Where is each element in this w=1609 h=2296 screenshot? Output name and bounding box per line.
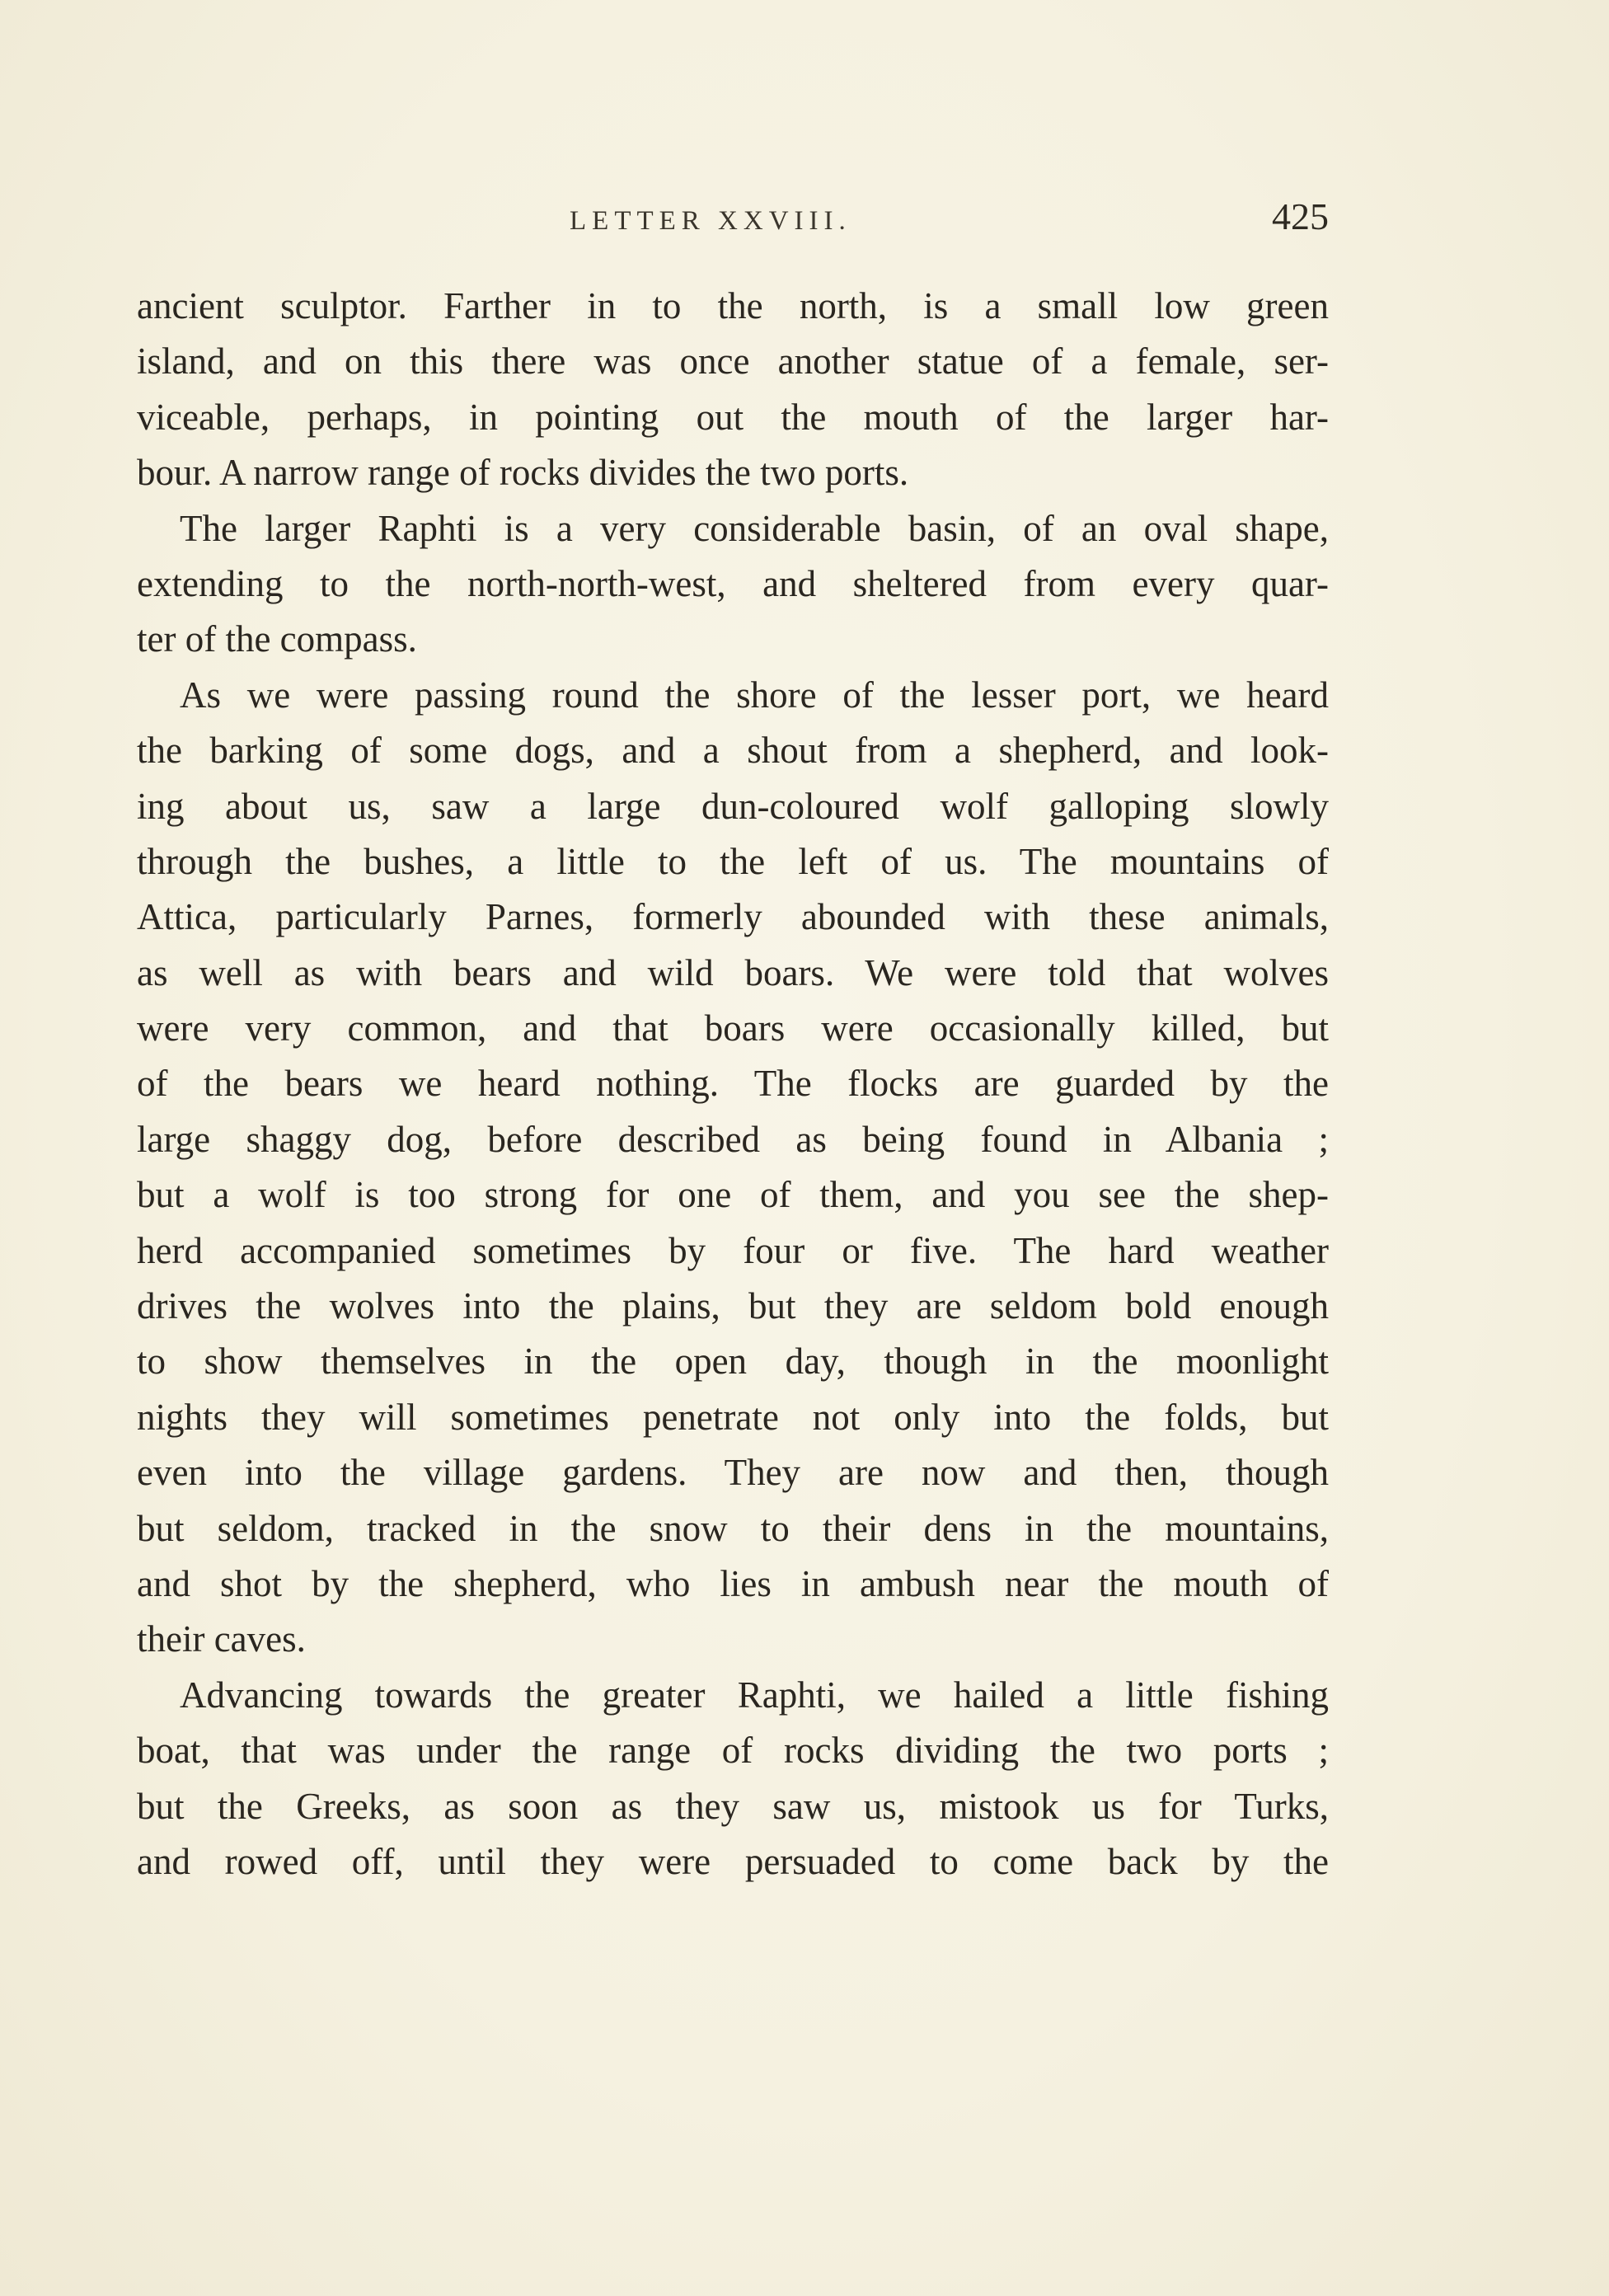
text-line: but a wolf is too strong for one of them, and you see the shep-	[137, 1174, 1329, 1216]
text-line: boat, that was under the range of rocks dividing the two ports ;	[137, 1730, 1329, 1772]
text-line: extending to the north-north-west, and sheltered from every quar-	[137, 562, 1329, 604]
text-line: nights they will sometimes penetrate not only into the folds, but	[137, 1396, 1329, 1438]
page-header	[137, 195, 1329, 252]
text-line: the barking of some dogs, and a shout from a shepherd, and look-	[137, 730, 1329, 772]
text-line: As we were passing round the shore of the lesser port, we heard	[180, 674, 1329, 716]
text-line: as well as with bears and wild boars. We were told that wolves	[137, 951, 1329, 993]
text-line: were very common, and that boars were occasionally killed, but	[137, 1007, 1329, 1049]
text-line: bour. A narrow range of rocks divides the two ports.	[137, 452, 909, 494]
text-line: ancient sculptor. Farther in to the north, is a small low green	[137, 285, 1329, 326]
text-line: ing about us, saw a large dun-coloured wolf galloping slowly	[137, 785, 1329, 827]
text-line: viceable, perhaps, in pointing out the mouth of the larger har-	[137, 396, 1329, 438]
text-line: Attica, particularly Parnes, formerly abounded with these animals,	[137, 896, 1329, 938]
text-line: even into the village gardens. They are now and then, though	[137, 1452, 1329, 1494]
text-line: their caves.	[137, 1618, 306, 1660]
text-line: of the bears we heard nothing. The flocks are guarded by the	[137, 1063, 1329, 1105]
text-line: island, and on this there was once another statue of a female, ser-	[137, 340, 1329, 383]
text-line: The larger Raphti is a very considerable basin, of an oval shape,	[180, 507, 1329, 549]
page-number: 425	[1272, 195, 1329, 237]
text-line: but the Greeks, as soon as they saw us, mistook us for Turks,	[137, 1785, 1329, 1827]
text-line: herd accompanied sometimes by four or five. The hard weather	[137, 1229, 1329, 1271]
text-line: ter of the compass.	[137, 618, 417, 660]
text-line: and shot by the shepherd, who lies in ambush near the mouth of	[137, 1562, 1329, 1604]
text-line: through the bushes, a little to the left of us. The mountains of	[137, 840, 1329, 882]
text-line: Advancing towards the greater Raphti, we hailed a little fishing	[180, 1674, 1329, 1716]
body-text	[137, 279, 1329, 1890]
text-line: but seldom, tracked in the snow to their dens in the mountains,	[137, 1507, 1329, 1549]
text-line: and rowed off, until they were persuaded to come back by the	[137, 1840, 1329, 1882]
text-line: drives the wolves into the plains, but they are seldom bold enough	[137, 1285, 1329, 1327]
text-line: large shaggy dog, before described as being found in Albania ;	[137, 1118, 1329, 1160]
text-line: to show themselves in the open day, though in the moonlight	[137, 1341, 1329, 1383]
running-head: LETTER XXVIII.	[570, 206, 851, 236]
